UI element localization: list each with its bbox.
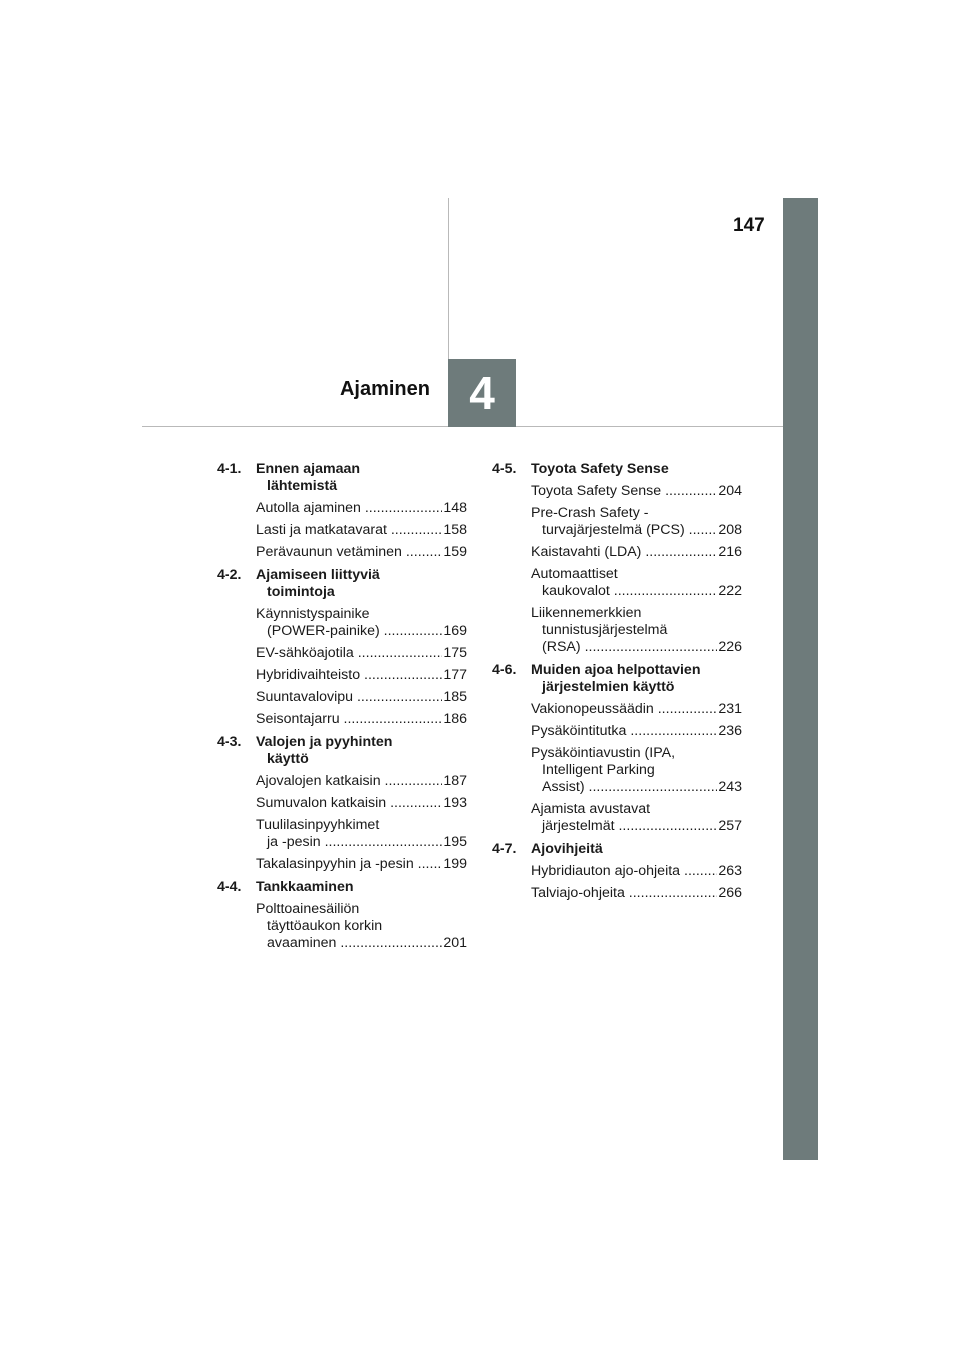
toc-entry[interactable] (256, 522, 467, 539)
toc-entry-line: Liikennemerkkien (531, 605, 642, 621)
section-title-line: toimintoja (267, 584, 335, 600)
section-heading (492, 841, 742, 858)
toc-entry-page-number: 222 (718, 583, 742, 599)
toc-entry[interactable] (256, 606, 467, 640)
toc-entry-line: kaukovalot ..... (531, 583, 717, 600)
toc-entry-line: avaaminen ..... (256, 935, 442, 952)
toc-entry-line: Hybridivaihteisto ..... (256, 667, 442, 684)
section-number: 4-6. (492, 662, 517, 678)
toc-entry-text (531, 723, 717, 740)
vertical-rule (448, 198, 449, 360)
page-number: 147 (733, 215, 765, 236)
section-number: 4-7. (492, 841, 517, 857)
toc-entry-line: (RSA) ..... (531, 639, 717, 656)
toc-entry-text (256, 856, 442, 873)
toc-entry[interactable] (531, 605, 742, 656)
toc-entry-line: (POWER-painike) ..... (256, 623, 442, 640)
toc-entry-text (256, 645, 442, 662)
toc-entry-line: ja -pesin ..... (256, 834, 442, 851)
toc-section (492, 461, 742, 656)
toc-entry-page-number: 187 (443, 773, 467, 789)
toc-entry-text (531, 745, 717, 796)
toc-entry-line: Intelligent Parking (542, 762, 655, 778)
toc-entry-line: Tuulilasinpyyhkimet (256, 817, 380, 833)
toc-entry-page-number: 208 (718, 522, 742, 538)
toc-entry[interactable] (256, 711, 467, 728)
section-number: 4-2. (217, 567, 242, 583)
toc-entry-page-number: 231 (718, 701, 742, 717)
toc-entry-line: Seisontajarru ..... (256, 711, 442, 728)
chapter-title: Ajaminen (339, 378, 430, 400)
toc-entry-text (256, 711, 442, 728)
toc-entry-page-number: 216 (718, 544, 742, 560)
toc-entry[interactable] (531, 566, 742, 600)
toc-entry-text (256, 817, 442, 851)
toc-entry-page-number: 177 (443, 667, 467, 683)
toc-entry-text (256, 795, 442, 812)
section-title (256, 734, 467, 768)
toc-entry-line: Polttoainesäiliön (256, 901, 360, 917)
toc-entry-page-number: 199 (443, 856, 467, 872)
toc-column-left (217, 461, 467, 958)
toc-entry-line: täyttöaukon korkin (267, 918, 383, 934)
section-number: 4-3. (217, 734, 242, 750)
toc-entry-page-number: 226 (718, 639, 742, 655)
toc-entry[interactable] (531, 801, 742, 835)
section-number: 4-4. (217, 879, 242, 895)
toc-entry-page-number: 148 (443, 500, 467, 516)
toc-entry-page-number: 204 (718, 483, 742, 499)
toc-entry[interactable] (531, 723, 742, 740)
toc-entry-line: Toyota Safety Sense ..... (531, 483, 717, 500)
toc-entry-page-number: 257 (718, 818, 742, 834)
section-heading (217, 567, 467, 601)
toc-entry-text (256, 667, 442, 684)
toc-entry[interactable] (256, 500, 467, 517)
toc-entry-line: Perävaunun vetäminen ..... (256, 544, 442, 561)
section-title-line: Muiden ajoa helpottavien (531, 662, 701, 678)
toc-entry-page-number: 236 (718, 723, 742, 739)
toc-section (492, 841, 742, 902)
toc-entry-page-number: 185 (443, 689, 467, 705)
section-title-line: Valojen ja pyyhinten (256, 734, 393, 750)
toc-entry-line: Kaistavahti (LDA) ..... (531, 544, 717, 561)
toc-section (217, 461, 467, 561)
toc-entry-text (256, 522, 442, 539)
toc-entry-line: Automaattiset (531, 566, 618, 582)
toc-entry-line: Ajovalojen katkaisin ..... (256, 773, 442, 790)
section-title-line: lähtemistä (267, 478, 338, 494)
toc-entry-page-number: 186 (443, 711, 467, 727)
section-heading (217, 879, 467, 896)
toc-entry-line: turvajärjestelmä (PCS) ..... (531, 522, 717, 539)
section-title (531, 461, 742, 478)
toc-entry[interactable] (256, 544, 467, 561)
toc-entry-line: Suuntavalovipu ..... (256, 689, 442, 706)
section-title-line: Ajamiseen liittyviä (256, 567, 380, 583)
toc-entry[interactable] (531, 885, 742, 902)
toc-column-right (492, 461, 742, 908)
chapter-number-box: 4 (448, 359, 516, 427)
toc-entry-page-number: 195 (443, 834, 467, 850)
toc-entry[interactable] (256, 901, 467, 952)
toc-entry-text (531, 605, 717, 656)
section-title-line: Tankkaaminen (256, 879, 354, 895)
toc-entry-line: Käynnistyspainike (256, 606, 370, 622)
toc-entry-line: Autolla ajaminen ..... (256, 500, 442, 517)
toc-entry-text (256, 901, 442, 952)
toc-entry-page-number: 193 (443, 795, 467, 811)
toc-section (217, 879, 467, 952)
section-number: 4-1. (217, 461, 242, 477)
toc-entry-line: Vakionopeussäädin ..... (531, 701, 717, 718)
toc-entry-line: Pysäköintitutka ..... (531, 723, 717, 740)
toc-entry-text (256, 606, 442, 640)
toc-entry-text (531, 505, 717, 539)
toc-entry-line: Talviajo-ohjeita ..... (531, 885, 717, 902)
toc-entry-text (531, 801, 717, 835)
toc-entry[interactable] (256, 817, 467, 851)
section-title-line: Toyota Safety Sense (531, 461, 669, 477)
section-heading (217, 461, 467, 495)
section-title-line: Ajovihjeitä (531, 841, 603, 857)
section-title-line: käyttö (267, 751, 309, 767)
toc-entry[interactable] (256, 667, 467, 684)
section-title-line: järjestelmien käyttö (542, 679, 675, 695)
toc-entry-text (256, 689, 442, 706)
toc-entry-line: Ajamista avustavat (531, 801, 651, 817)
toc-entry-line: järjestelmät ..... (531, 818, 717, 835)
toc-section (217, 567, 467, 728)
toc-entry-line: Pre-Crash Safety - (531, 505, 649, 521)
toc-entry-text (531, 863, 717, 880)
section-heading (492, 662, 742, 696)
toc-entry-page-number: 201 (443, 935, 467, 951)
toc-entry[interactable] (531, 863, 742, 880)
toc-entry-page-number: 169 (443, 623, 467, 639)
toc-section (492, 662, 742, 835)
toc-entry-line: Sumuvalon katkaisin ..... (256, 795, 442, 812)
toc-entry[interactable] (256, 856, 467, 873)
toc-entry[interactable] (531, 483, 742, 500)
toc-entry[interactable] (531, 505, 742, 539)
toc-entry-text (531, 701, 717, 718)
toc-entry-line: Lasti ja matkatavarat ..... (256, 522, 442, 539)
toc-entry-text (531, 483, 717, 500)
toc-entry-text (531, 885, 717, 902)
toc-entry-page-number: 158 (443, 522, 467, 538)
section-title (531, 841, 742, 858)
toc-section (217, 734, 467, 873)
toc-entry[interactable] (256, 773, 467, 790)
toc-entry-line: Takalasinpyyhin ja -pesin ..... (256, 856, 442, 873)
section-title (256, 879, 467, 896)
toc-entry-page-number: 159 (443, 544, 467, 560)
toc-entry-line: Assist) ..... (531, 779, 717, 796)
section-title-line: Ennen ajamaan (256, 461, 361, 477)
toc-entry-text (531, 566, 717, 600)
toc-entry-page-number: 243 (718, 779, 742, 795)
toc-entry[interactable] (256, 795, 467, 812)
toc-entry-line: tunnistusjärjestelmä (542, 622, 668, 638)
section-heading (492, 461, 742, 478)
toc-entry-line: Hybridiauton ajo-ohjeita ..... (531, 863, 717, 880)
toc-entry[interactable] (256, 689, 467, 706)
toc-entry-page-number: 263 (718, 863, 742, 879)
toc-entry-text (256, 544, 442, 561)
toc-entry[interactable] (531, 701, 742, 718)
toc-entry-text (531, 544, 717, 561)
chapter-thumb-tab (783, 198, 818, 1160)
section-title (256, 567, 467, 601)
toc-entry-line: Pysäköintiavustin (IPA, (531, 745, 676, 761)
toc-entry-line: EV-sähköajotila ..... (256, 645, 442, 662)
section-title (531, 662, 742, 696)
toc-entry-page-number: 266 (718, 885, 742, 901)
toc-entry[interactable] (531, 544, 742, 561)
toc-entry[interactable] (531, 745, 742, 796)
section-title (256, 461, 467, 495)
toc-entry[interactable] (256, 645, 467, 662)
section-number: 4-5. (492, 461, 517, 477)
toc-entry-text (256, 500, 442, 517)
toc-entry-text (256, 773, 442, 790)
toc-entry-page-number: 175 (443, 645, 467, 661)
section-heading (217, 734, 467, 768)
